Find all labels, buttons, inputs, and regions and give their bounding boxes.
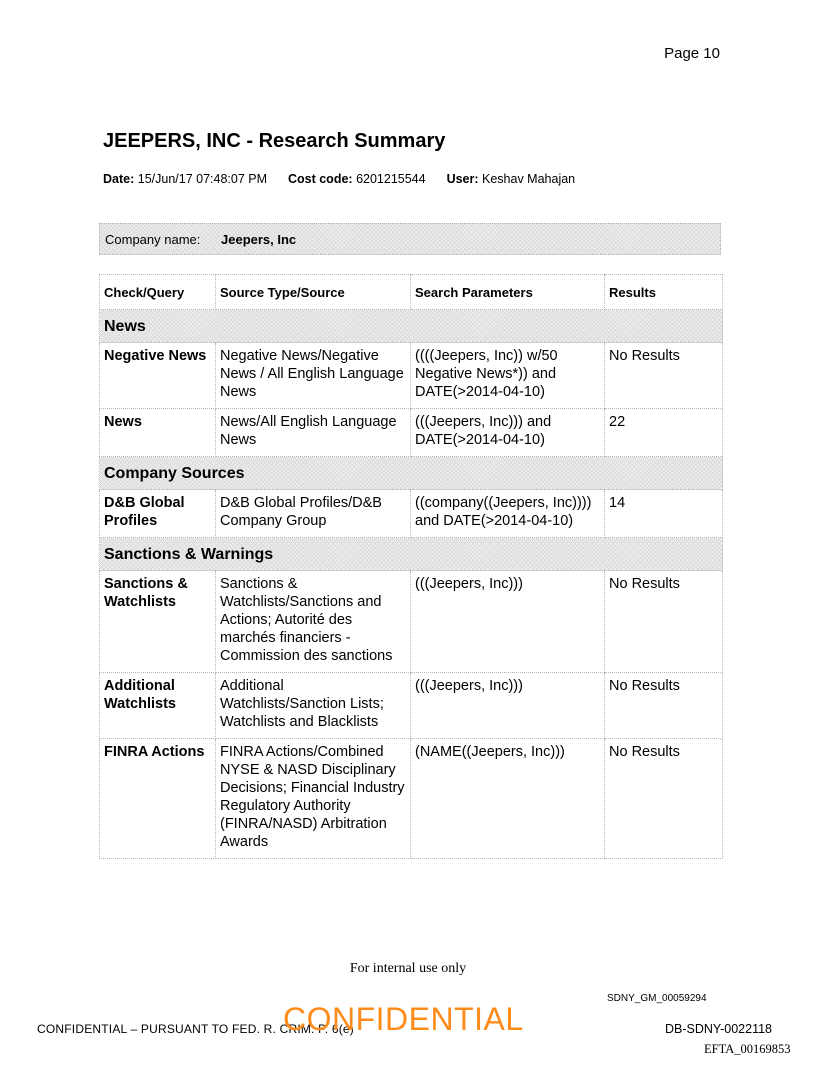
confidential-notice: CONFIDENTIAL – PURSUANT TO FED. R. CRIM. P. 6(e) [37,1022,354,1036]
bates-number-small: SDNY_GM_00059294 [607,993,707,1004]
date-label: Date: [103,172,135,186]
params-cell: (((Jeepers, Inc))) and DATE(>2014-04-10) [411,409,605,457]
results-cell: No Results [605,739,723,859]
params-cell: (NAME((Jeepers, Inc))) [411,739,605,859]
section-title: Sanctions & Warnings [100,538,723,571]
params-cell: (((Jeepers, Inc))) [411,673,605,739]
column-header: Search Parameters [411,275,605,310]
table-row [100,571,723,673]
source-cell: Additional Watchlists/Sanction Lists; Watchlists and Blacklists [216,673,411,739]
efta-number: EFTA_00169853 [704,1042,791,1056]
params-cell: ((((Jeepers, Inc)) w/50 Negative News*)) and DATE(>2014-04-10) [411,343,605,409]
table-row [100,739,723,859]
params-cell: ((company((Jeepers, Inc)))) and DATE(>2014-04-10) [411,490,605,538]
table-row [100,343,723,409]
bates-number: DB-SDNY-0022118 [665,1022,773,1036]
section-row-sanctions [100,538,723,571]
table-header-row [100,275,723,310]
report-title: JEEPERS, INC - Research Summary [103,130,446,152]
check-cell: Sanctions & Watchlists [100,571,216,673]
section-row-company-sources [100,457,723,490]
section-title: Company Sources [100,457,723,490]
company-name-box [99,223,721,255]
report-meta [103,172,575,186]
table-row [100,490,723,538]
results-cell: 14 [605,490,723,538]
confidential-stamp: CONFIDENTIAL [283,1001,524,1037]
check-cell: News [100,409,216,457]
cost-code-value: 6201215544 [356,172,426,186]
source-cell: Negative News/Negative News / All English Language News [216,343,411,409]
table-row [100,409,723,457]
research-table [99,274,723,859]
params-cell: (((Jeepers, Inc))) [411,571,605,673]
results-cell: No Results [605,673,723,739]
section-title: News [100,310,723,343]
column-header: Source Type/Source [216,275,411,310]
results-cell: No Results [605,343,723,409]
check-cell: FINRA Actions [100,739,216,859]
source-cell: D&B Global Profiles/D&B Company Group [216,490,411,538]
page-number: Page 10 [664,45,720,62]
column-header: Check/Query [100,275,216,310]
internal-use-note: For internal use only [349,961,467,976]
check-cell: Negative News [100,343,216,409]
source-cell: FINRA Actions/Combined NYSE & NASD Disciplinary Decisions; Financial Industry Regulatory Authority (FINRA/NASD) Arbitration Awards [216,739,411,859]
source-cell: News/All English Language News [216,409,411,457]
section-row-news [100,310,723,343]
date-value: 15/Jun/17 07:48:07 PM [137,172,268,186]
company-name-label: Company name: [105,231,201,247]
source-cell: Sanctions & Watchlists/Sanctions and Actions; Autorité des marchés financiers - Commission des sanctions [216,571,411,673]
cost-code-label: Cost code: [287,172,353,186]
check-cell: Additional Watchlists [100,673,216,739]
check-cell: D&B Global Profiles [100,490,216,538]
user-value: Keshav Mahajan [482,172,576,186]
column-header: Results [605,275,723,310]
table-row [100,673,723,739]
results-cell: No Results [605,571,723,673]
user-label: User: [446,172,479,186]
results-cell: 22 [605,409,723,457]
company-name-value: Jeepers, Inc [221,231,297,247]
